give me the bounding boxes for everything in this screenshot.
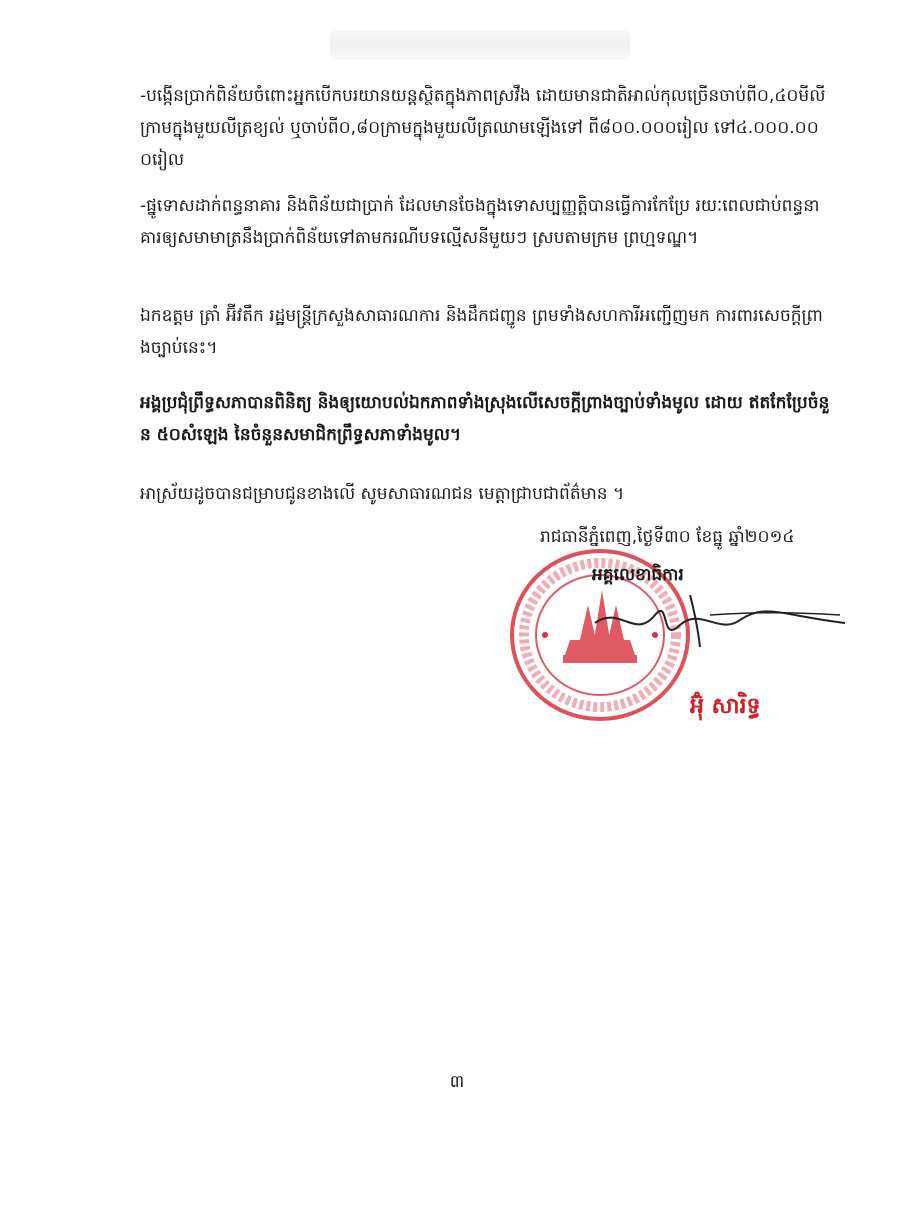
faded-header-bleed	[330, 30, 630, 60]
paragraph-prison-penalty: -ផ្នូទោសដាក់ពន្ធនាគារ និងពិន័យជាប្រាក់ ដែលមានចែងក្នុងទោសប្បញ្ញត្តិបានធ្វើការកែប្រែ រយៈពេលជាប់ពន្ធនាគារឲ្យសមាមាត្រនឹងប្រាក់ពិន័យទៅតាមករណីបទល្មើសនីមួយៗ ស្របតាមក្រម ព្រហ្មទណ្ឌ។	[140, 196, 820, 248]
signer-name: អ៊ុំ សារិទ្ធ	[690, 694, 761, 719]
paragraph-senate-approval: អង្គប្រជុំព្រឹទ្ធសភាបានពិនិត្យ និងឲ្យយោបល់ឯកភាពទាំងស្រុងលើសេចក្ដីព្រាងច្បាប់ទាំងមូល ដោយ ឥតកែប្រែចំនួន ៥០សំឡេង នៃចំនួនសមាជិកព្រឹទ្ធសភាទាំងមូល។	[140, 393, 830, 445]
paragraph-minister-defense: ឯកឧត្តម ត្រាំ អ៊ីវតឹក រដ្ឋមន្ត្រីក្រសួងសាធារណការ និងដឹកជញ្ជូន ព្រមទាំងសហការីអញ្ជើញមក ការពារសេចក្ដីព្រាងច្បាប់នេះ។	[140, 306, 823, 358]
date-line: រាជធានីភ្នំពេញ,ថ្ងៃទី៣០ ខែធ្នូ ឆ្នាំ២០១៤	[540, 527, 795, 547]
handwritten-signature-image	[590, 585, 850, 655]
paragraph-public-notice: អាស្រ័យដូចបានជម្រាបជូនខាងលើ សូមសាធារណជន មេត្តាជ្រាបជាព័ត៌មាន ។	[140, 484, 625, 504]
page-number: ៣	[449, 1072, 465, 1092]
signer-title: អគ្គលេខាធិការ	[592, 565, 684, 585]
paragraph-drunk-driving-fine: -បង្កើនប្រាក់ពិន័យចំពោះអ្នកបើកបរយានយន្តស្ថិតក្នុងភាពស្រវឹង ដោយមានជាតិអាល់កុលច្រើនចាប់ពី០,៤០មីលីក្រាមក្នុងមួយលីត្រខ្យល់ ឬចាប់ពី០,៨០ក្រាមក្នុងមួយលីត្រឈាមឡើងទៅ ពី៨០០.០០០រៀល ទៅ៤.០០០.០០០រៀល	[140, 86, 826, 170]
